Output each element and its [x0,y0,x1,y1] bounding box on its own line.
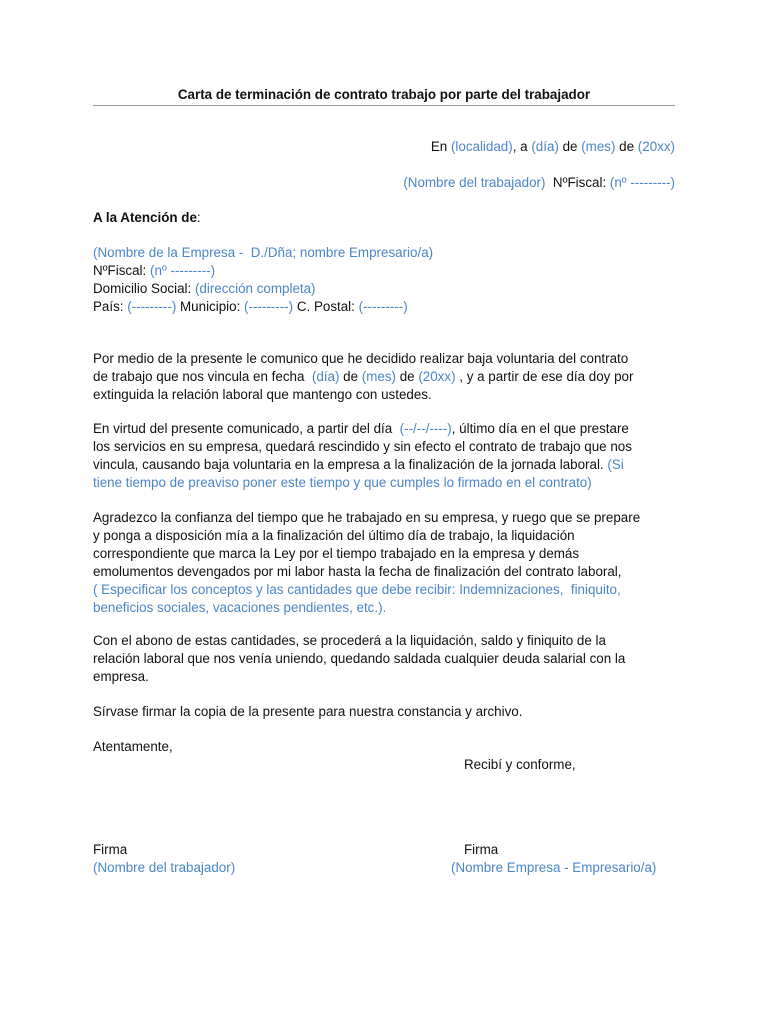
country-label: País: [93,299,128,314]
paragraph-line: Por medio de la presente le comunico que he decidido realizar baja voluntaria del contrato [93,351,629,366]
text-run: , último día en el que prestare [451,421,629,436]
domicile-label: Domicilio Social: [93,281,195,296]
worker-name-placeholder: (Nombre del trabajador) [403,175,546,190]
recipient-block [93,244,683,316]
year-placeholder: (20xx) [637,139,675,154]
notice-placeholder: tiene tiempo de preaviso poner este tiempo y que cumples lo firmado en el contrato) [93,475,592,490]
postal-label: C. Postal: [293,299,359,314]
recipient-fiscal-line [93,262,683,280]
paragraph-line: los servicios en su empresa, quedará rescindido y sin efecto el contrato de trabajo que nos [93,439,632,454]
date-line [431,138,675,156]
signature-left-name: (Nombre del trabajador) [93,860,236,875]
paragraph-termination-date [93,420,683,492]
sender-fiscal-placeholder: (nº ---------) [609,175,675,190]
paragraph-line [93,368,683,386]
domicile-line [93,280,683,298]
paragraph-sign-request: Sírvase firmar la copia de la presente para nuestra constancia y archivo. [93,704,523,719]
day-placeholder: (día) [311,369,340,384]
document-title: Carta de terminación de contrato trabajo por parte del trabajador [177,87,591,102]
company-placeholder: (Nombre de la Empresa - D./Dña; nombre Empresario/a) [93,245,434,260]
attention-heading [93,209,201,227]
paragraph-line: relación laboral que nos venía uniendo, quedando saldada cualquier deuda salarial con la [93,651,626,666]
day-placeholder: (día) [531,139,559,154]
signature-left-label: Firma [93,842,128,857]
postal-placeholder: (---------) [358,299,408,314]
text-run: de [395,369,419,384]
location-line [93,298,683,316]
paragraph-settlement-request [93,509,683,617]
received-text: Recibí y conforme, [464,757,576,772]
municipality-placeholder: (---------) [244,299,294,314]
sender-fiscal-label: NºFiscal: [545,175,610,190]
date-sep-1: , a [512,139,532,154]
recipient-fiscal-label: NºFiscal: [93,263,150,278]
title-divider [93,105,675,106]
paragraph-line [93,420,683,438]
date-placeholder: (--/--/----) [399,421,452,436]
paragraph-line: Con el abono de estas cantidades, se procederá a la liquidación, saldo y finiquito de la [93,633,606,648]
municipality-label: Municipio: [176,299,245,314]
text-run: de [339,369,362,384]
paragraph-line: correspondiente que marca la Ley por el tiempo trabajado en la empresa y demás [93,546,580,561]
date-prefix: En [430,139,451,154]
text-run: vincula, causando baja voluntaria en la empresa a la finalización de la jornada laboral. [93,457,608,472]
paragraph-line: Agradezco la confianza del tiempo que he trabajado en su empresa, y ruego que se prepare [93,510,641,525]
paragraph-line: y ponga a disposición mía a la finalización del último día de trabajo, la liquidación [93,528,575,543]
concepts-placeholder: beneficios sociales, vacaciones pendientes, etc.). [93,600,387,615]
sender-line [403,174,675,192]
recipient-fiscal-placeholder: (nº ---------) [149,263,216,278]
domicile-placeholder: (dirección completa) [194,281,316,296]
attention-label: A la Atención de [93,210,197,225]
signature-right-name: (Nombre Empresa - Empresario/a) [451,860,657,875]
date-sep-2: de [558,139,582,154]
paragraph-line: extinguida la relación laboral que mantengo con ustedes. [93,387,432,402]
attention-colon: : [196,210,201,225]
paragraph-payment [93,632,683,686]
paragraph-line: emolumentos devengados por mi labor hasta la fecha de finalización del contrato laboral, [93,564,622,579]
paragraph-line [93,456,683,474]
country-placeholder: (---------) [127,299,177,314]
text-run: de trabajo que nos vincula en fecha [93,369,312,384]
date-sep-3: de [615,139,638,154]
notice-placeholder: (Si [607,457,624,472]
closing-text: Atentamente, [93,739,173,754]
year-placeholder: (20xx) [418,369,456,384]
text-run: En virtud del presente comunicado, a partir del día [93,421,400,436]
locality-placeholder: (localidad) [450,139,513,154]
paragraph-resignation [93,350,683,404]
signature-right-label: Firma [464,842,499,857]
paragraph-line: empresa. [93,669,149,684]
text-run: , y a partir de ese día doy por [455,369,634,384]
concepts-placeholder: ( Especificar los conceptos y las cantidades que debe recibir: Indemnizaciones, finiquito, [93,582,621,597]
month-placeholder: (mes) [361,369,396,384]
month-placeholder: (mes) [581,139,616,154]
